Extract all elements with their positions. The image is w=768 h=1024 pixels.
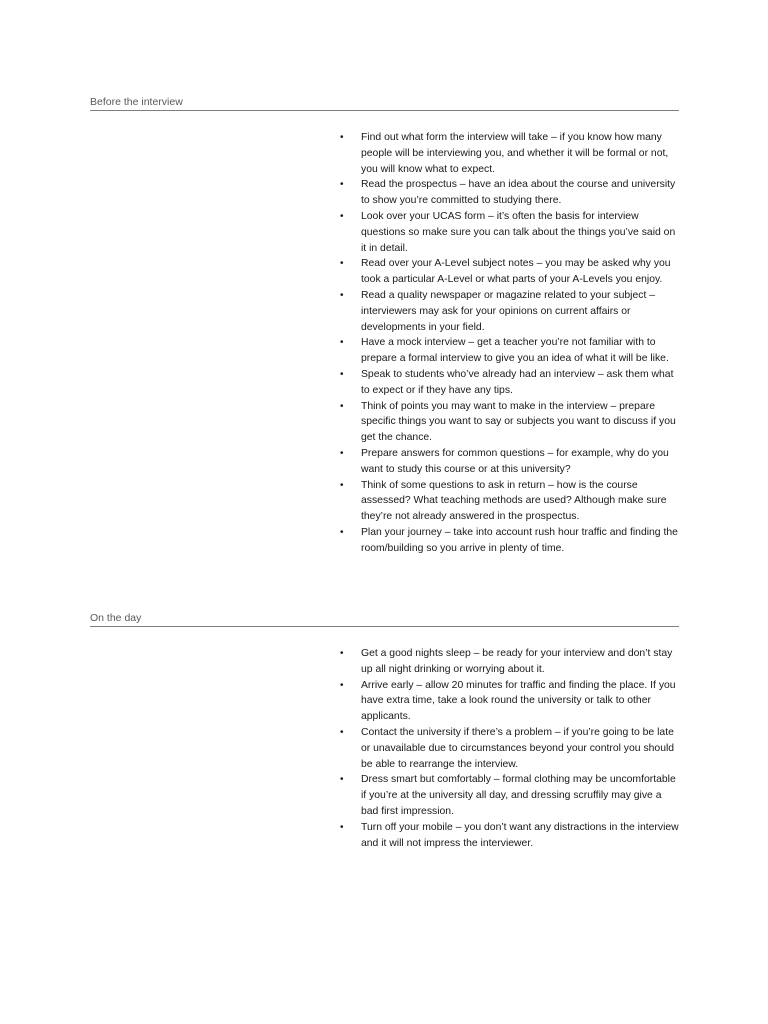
- bullet-icon: •: [340, 648, 344, 659]
- list-item-text: Read a quality newspaper or magazine related to your subject – interviewers may ask for your opinions on current affairs or developments in your field.: [361, 289, 655, 333]
- list-item: [340, 478, 680, 525]
- list-item: [340, 177, 680, 209]
- bullet-icon: •: [340, 210, 344, 222]
- bullet-icon: •: [340, 132, 344, 143]
- list-item-text: Prepare answers for common questions – for example, why do you want to study this course or at this university?: [361, 447, 669, 475]
- list-item-text: Contact the university if there’s a problem – if you’re going to be late or unavailable due to circumstances beyond your control you should be able to rearrange the interview.: [361, 726, 675, 770]
- bullet-icon: •: [340, 479, 344, 491]
- section-on-the-day: [90, 611, 679, 627]
- bullet-icon: •: [340, 526, 344, 538]
- bullet-icon: •: [340, 368, 344, 380]
- list-item-text: Plan your journey – take into account rush hour traffic and finding the room/building so you arrive in plenty of time.: [361, 526, 678, 554]
- list-item: [340, 646, 680, 678]
- list-item: [340, 525, 680, 557]
- list-item-text: Arrive early – allow 20 minutes for traffic and finding the place. If you have extra time, take a look round the university or talk to other applicants.: [361, 679, 676, 723]
- list-item: [340, 820, 680, 852]
- list-item-text: Look over your UCAS form – it’s often the basis for interview questions so make sure you can talk about the things you’ve said on it in detail.: [361, 210, 676, 254]
- section-title: Before the interview: [90, 95, 679, 111]
- bullet-icon: •: [340, 289, 344, 301]
- bullet-icon: •: [340, 774, 344, 786]
- bullet-icon: •: [340, 679, 344, 691]
- list-item-text: Turn off your mobile – you don’t want any distractions in the interview and it will not impress the interviewer.: [361, 821, 679, 849]
- bullet-icon: •: [340, 726, 344, 738]
- list-item: [340, 209, 680, 256]
- list-item: [340, 399, 680, 446]
- section-before-interview: [90, 95, 679, 111]
- list-item-text: Speak to students who’ve already had an interview – ask them what to expect or if they have any tips.: [361, 368, 674, 396]
- list-item: [340, 772, 680, 819]
- list-item: [340, 288, 680, 335]
- bullet-list-on-the-day: [340, 646, 680, 851]
- section-title: On the day: [90, 611, 679, 627]
- list-item-text: Find out what form the interview will take – if you know how many people will be interviewing you, and whether it will be formal or not, you will know what to expect.: [361, 132, 669, 175]
- list-item: [340, 130, 680, 177]
- list-item-text: Get a good nights sleep – be ready for your interview and don’t stay up all night drinking or worrying about it.: [361, 648, 673, 675]
- list-item: [340, 367, 680, 399]
- bullet-icon: •: [340, 258, 344, 270]
- list-item-text: Dress smart but comfortably – formal clothing may be uncomfortable if you’re at the university all day, and dressing scruffily may give a bad first impression.: [361, 774, 676, 817]
- bullet-icon: •: [340, 447, 344, 459]
- list-item-text: Have a mock interview – get a teacher you’re not familiar with to prepare a formal interview to give you an idea of what it will be like.: [361, 337, 669, 365]
- bullet-icon: •: [340, 400, 344, 412]
- list-item: [340, 446, 680, 478]
- list-item-text: Think of points you may want to make in the interview – prepare specific things you want to say or subjects you want to discuss if you get the chance.: [361, 400, 676, 444]
- list-item-text: Think of some questions to ask in return – how is the course assessed? What teaching methods are used? Although make sure they’re not already answered in the prospectus.: [361, 479, 667, 523]
- list-item: [340, 678, 680, 725]
- bullet-icon: •: [340, 179, 344, 191]
- list-item-text: Read over your A-Level subject notes – you may be asked why you took a particular A-Level or what parts of your A-Levels you enjoy.: [361, 258, 671, 286]
- list-item: [340, 335, 680, 367]
- list-item-text: Read the prospectus – have an idea about the course and university to show you’re committed to studying there.: [361, 179, 676, 207]
- bullet-list-before-interview: [340, 130, 680, 557]
- list-item: [340, 256, 680, 288]
- list-item: [340, 725, 680, 772]
- bullet-icon: •: [340, 821, 344, 833]
- bullet-icon: •: [340, 337, 344, 349]
